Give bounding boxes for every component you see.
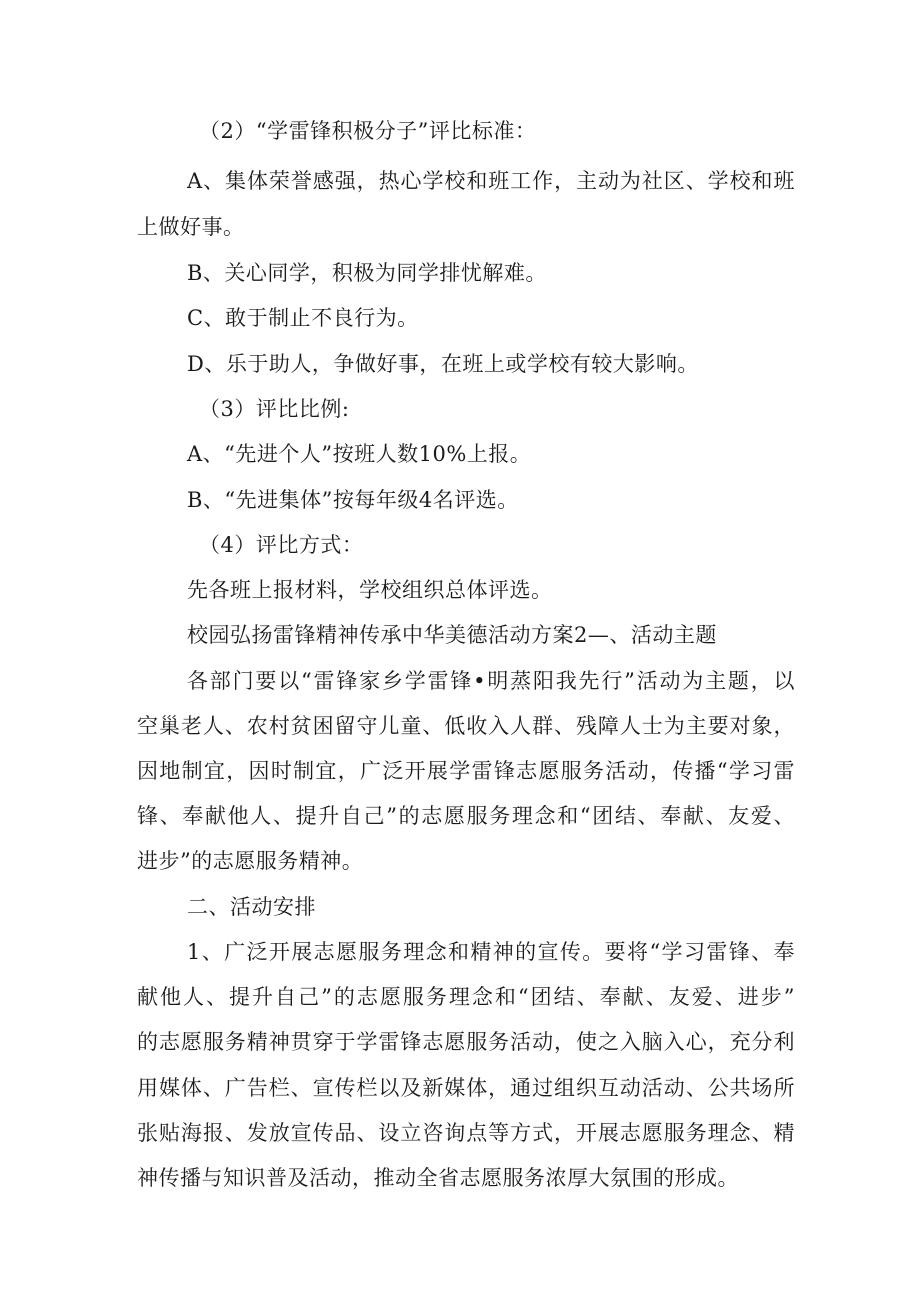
- arrangement-paragraph-line-3: 的志愿服务精神贯穿于学雷锋志愿服务活动，使之入脑入心，充分利: [137, 1030, 795, 1054]
- criterion-c: C、敢于制止不良行为。: [187, 306, 419, 330]
- method-text: 先各班上报材料，学校组织总体评选。: [187, 578, 553, 602]
- method-heading: （4）评比方式：: [199, 533, 364, 557]
- arrangement-paragraph-line-5: 张贴海报、发放宣传品、设立咨询点等方式，开展志愿服务理念、精: [137, 1121, 795, 1145]
- criterion-a-line-1: A、集体荣誉感强，热心学校和班工作，主动为社区、学校和班: [187, 169, 795, 193]
- arrangement-paragraph-line-2: 献他人、提升自己”的志愿服务理念和“团结、奉献、友爱、进步”: [137, 985, 795, 1009]
- theme-paragraph-line-5: 进步”的志愿服务精神。: [137, 849, 364, 873]
- arrangement-paragraph-line-1: 1、广泛开展志愿服务理念和精神的宣传。要将“学习雷锋、奉: [187, 940, 795, 964]
- arrangement-paragraph-line-6: 神传播与知识普及活动，推动全省志愿服务浓厚大氛围的形成。: [137, 1166, 739, 1190]
- ratio-heading: （3）评比比例:: [199, 397, 350, 421]
- ratio-b: B、“先进集体”按每年级4名评选。: [187, 488, 519, 512]
- theme-paragraph-line-1: 各部门要以“雷锋家乡学雷锋•明蒸阳我先行”活动为主题，以: [187, 669, 795, 693]
- theme-paragraph-line-3: 因地制宜，因时制宜，广泛开展学雷锋志愿服务活动，传播“学习雷: [137, 759, 795, 783]
- theme-paragraph-line-2: 空巢老人、农村贫困留守儿童、低收入人群、残障人士为主要对象，: [137, 714, 795, 738]
- criterion-b: B、关心同学，积极为同学排忧解难。: [187, 261, 547, 285]
- theme-paragraph-line-4: 锋、奉献他人、提升自己”的志愿服务理念和“团结、奉献、友爱、: [137, 804, 795, 828]
- criterion-d: D、乐于助人，争做好事，在班上或学校有较大影响。: [187, 352, 699, 376]
- criterion-a-line-2: 上做好事。: [137, 215, 245, 239]
- criteria-heading: （2）“学雷锋积极分子”评比标准：: [199, 119, 537, 143]
- section-title: 校园弘扬雷锋精神传承中华美德活动方案2—、活动主题: [187, 623, 717, 647]
- arrangement-heading: 二、活动安排: [187, 895, 316, 919]
- ratio-a: A、“先进个人”按班人数10%上报。: [187, 442, 532, 466]
- arrangement-paragraph-line-4: 用媒体、广告栏、宣传栏以及新媒体，通过组织互动活动、公共场所: [137, 1076, 795, 1100]
